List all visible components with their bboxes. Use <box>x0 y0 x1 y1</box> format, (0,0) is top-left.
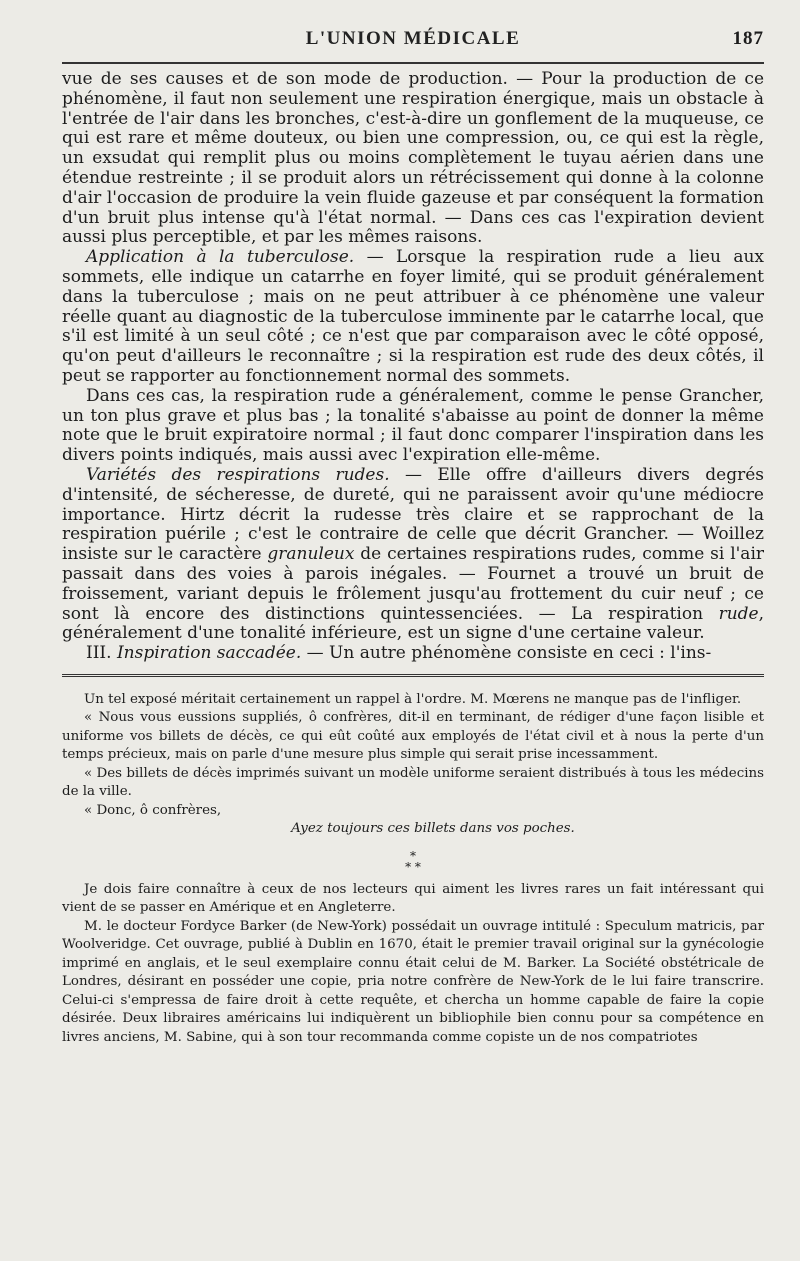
paragraph-application <box>62 248 764 387</box>
feuilleton-paragraph-6 <box>62 918 764 1048</box>
paragraph-1: vue de ses causes et de son mode de production. — Pour la production de ce phénomène, il faut non seulement une respiration énergique, mais un obstacle à l'entrée de l'air dans les bronches, c'est-à-dire un gonflement de la muqueuse, ce qui est rare et même douteux, ou bien une compression, ou, ce qui est la règle, un exsudat qui remplit plus ou moins complètement le tuyau aérien dans une étendue restreinte ; il se produit alors un rétrécissement qui donne à la colonne d'air l'occasion de produire la vein fluide gazeuse et par conséquent la formation d'un bruit plus intense qu'à l'état normal. — Dans ces cas l'expiration devient aussi plus perceptible, et par les mêmes raisons. <box>62 69 764 248</box>
feuilleton <box>62 691 764 1048</box>
feuilleton-closing-line: Ayez toujours ces billets dans vos poches. <box>291 821 575 837</box>
asterism-bottom: * * <box>405 859 421 874</box>
granuleux-term: granuleux <box>267 544 355 565</box>
rude-term: rude <box>718 603 759 624</box>
feuilleton-paragraph-2: « Nous vous eussions suppliés, ô confrères, dit-il en terminant, de rédiger d'une façon lisible et uniforme vos billets de décès, ce qui eût coûté aux employés de l'état civil et à nous la perte d'un temps précieux, mais on parle d'une mesure plus simple qui serait prise incessamment. <box>62 710 764 763</box>
feuilleton-paragraph-1: Un tel exposé méritait certainement un rappel à l'ordre. M. Mœrens ne manque pas de l'infliger. <box>84 691 742 707</box>
main-text <box>62 70 764 664</box>
paragraph-grancher: Dans ces cas, la respiration rude a généralement, comme le pense Grancher, un ton plus grave et plus bas ; la tonalité s'abaisse au point de donner la même note que le bruit expiratoire normal ; il faut donc comparer l'inspiration dans les divers points indiqués, mais aussi avec l'expiration elle-même. <box>62 385 764 466</box>
inspiration-heading: Inspiration saccadée. <box>116 643 302 664</box>
asterism <box>62 848 764 874</box>
feuilleton-paragraph-5: Je dois faire connaître à ceux de nos lecteurs qui aiment les livres rares un fait intéressant qui vient de se passer en Amérique et en Angleterre. <box>62 881 764 916</box>
paragraph-varietes <box>62 466 764 644</box>
application-text: — Lorsque la respiration rude a lieu aux sommets, elle indique un catarrhe en foyer limité, qui se produit généralement dans la tuberculose ; mais on ne peut attribuer à ce phénomène une valeur réelle quant au diagnostic de la tuberculose imminente par le catarrhe local, que s'il est limité à un seul côté ; ce n'est que par comparaison avec le côté opposé, qu'on peut d'ailleurs le reconnaître ; si la respiration est rude des deux côtés, il peut se rapporter au fonctionnement normal des sommets. <box>62 247 764 386</box>
page-number: 187 <box>732 28 764 49</box>
asterism-top: * <box>410 848 416 863</box>
feuilleton-paragraph-4: « Donc, ô confrères, <box>84 802 222 818</box>
varietes-heading: Variétés des respirations rudes. <box>86 464 390 485</box>
application-heading: Application à la tuberculose. <box>86 247 355 268</box>
running-title: L'UNION MÉDICALE <box>305 28 521 49</box>
barker-text-b: par Woolveridge. Cet ouvrage, publié à Dublin en 1670, était le premier travail original sur la gynécologie imprimé en anglais, et le seul exemplaire connu était celui de M. Barker. La Société obstétricale de Londres, désirant en posséder une copie, pria notre confrère de New-York de le lui faire transcrire. Celui-ci s'empressa de faire droit à cette requête, et chercha un homme capable de faire la copie désirée. Deux libraires américains lui indiquèrent un bibliophile bien connu pour sa compétence en livres anciens, M. Sabine, qui à son tour recommanda comme copiste un de nos compatriotes <box>62 918 765 1045</box>
barker-text-a: M. le docteur Fordyce Barker (de New-York) possédait un ouvrage intitulé : <box>84 918 605 934</box>
varietes-text-c: , généralement d'une tonalité inférieure, est un signe d'une certaine valeur. <box>62 603 764 644</box>
section-number: III. <box>86 643 117 664</box>
header-rule <box>62 62 764 64</box>
inspiration-text: — Un autre phénomène consiste en ceci : l'ins- <box>301 643 712 664</box>
varietes-text-b: de certaines respirations rudes, comme si l'air passait dans des voies à parois inégales. — Fournet a trouvé un bruit de froissement, variant depuis le frôlement jusqu'au frottement du cuir neuf ; ce sont là encore des distinctions quintessenciées. — La respiration <box>62 544 765 624</box>
varietes-text-a: — Elle offre d'ailleurs divers degrés d'intensité, de sécheresse, de dureté, qui ne paraissent avoir qu'une médiocre importance. Hirtz décrit la rudesse très claire et se rapprochant de la respiration puérile ; c'est le contraire de celle que décrit Grancher. — Woillez insiste sur le caractère <box>62 464 764 565</box>
section-divider <box>62 674 764 679</box>
book-title: Speculum matricis, <box>604 918 737 934</box>
page-header <box>62 28 764 58</box>
feuilleton-paragraph-3: « Des billets de décès imprimés suivant un modèle uniforme seraient distribués à tous les médecins de la ville. <box>62 765 764 800</box>
paragraph-inspiration <box>62 644 764 664</box>
